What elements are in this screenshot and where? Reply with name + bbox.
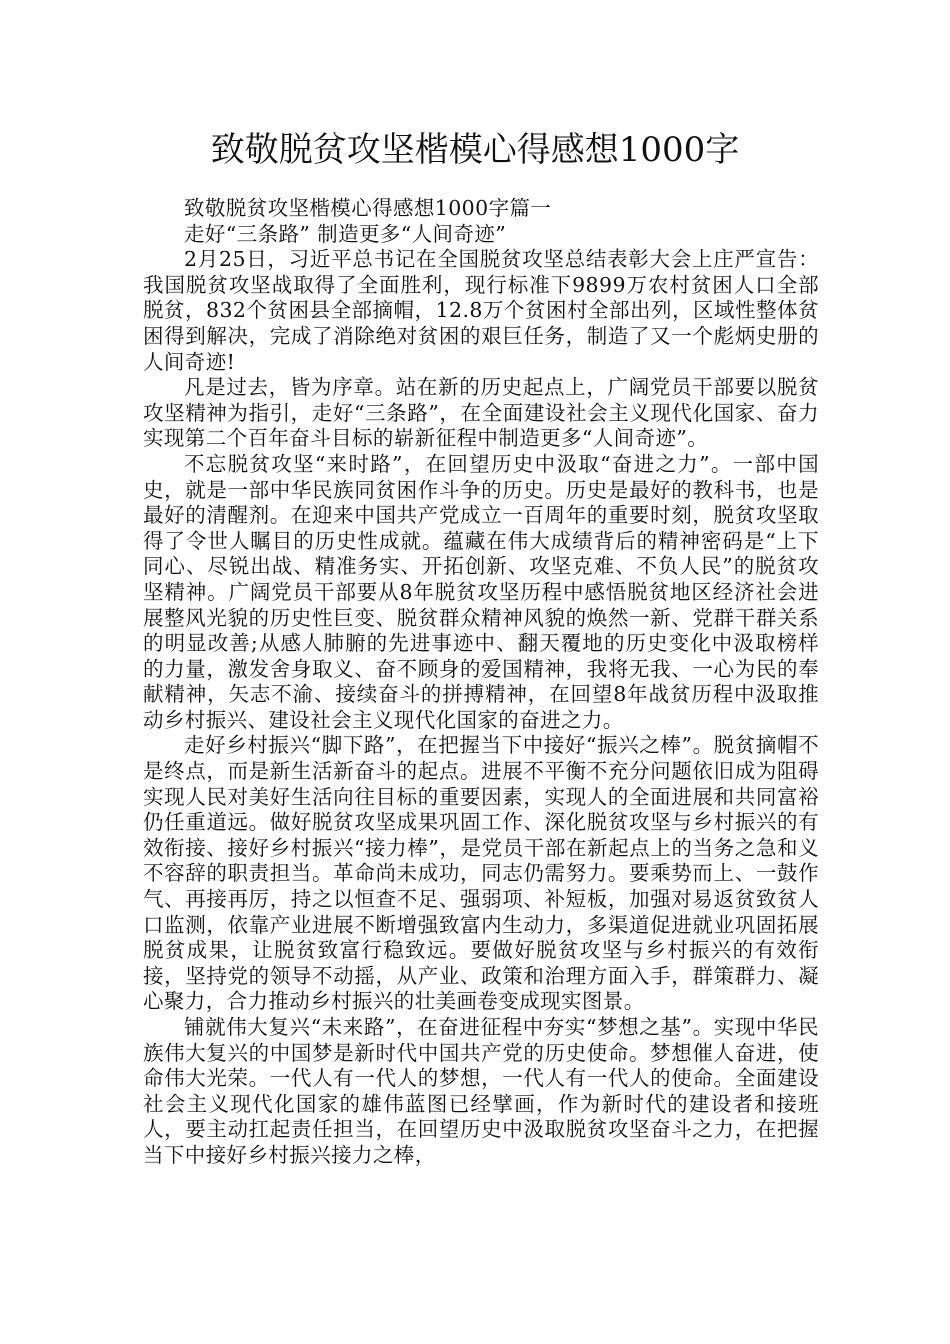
paragraph: 走好乡村振兴“脚下路”，在把握当下中接好“振兴之棒”。脱贫摘帽不是终点，而是新生活新奋斗的起点。进展不平衡不充分问题依旧成为阻碍实现人民对美好生活向往目标的重要因素，实现人的全面进展和共同富裕仍任重道远。做好脱贫攻坚成果巩固工作、深化脱贫攻坚与乡村振兴的有效衔接、接好乡村振兴“接力棒”，是党员干部在新起点上的当务之急和义不容辞的职责担当。革命尚未成功，同志仍需努力。要乘势而上、一鼓作气、再接再厉，持之以恒查不足、强弱项、补短板，加强对易返贫致贫人口监测，依靠产业进展不断增强致富内生动力，多渠道促进就业巩固拓展脱贫成果，让脱贫致富行稳致远。要做好脱贫攻坚与乡村振兴的有效衔接，坚持党的领导不动摇，从产业、政策和治理方面入手，群策群力、凝心聚力，合力推动乡村振兴的壮美画卷变成现实图景。 <box>143 733 819 1014</box>
document-body <box>143 196 819 1169</box>
paragraph: 凡是过去，皆为序章。站在新的历史起点上，广阔党员干部要以脱贫攻坚精神为指引，走好“三条路”，在全面建设社会主义现代化国家、奋力实现第二个百年奋斗目标的崭新征程中制造更多“人间奇迹”。 <box>143 375 819 451</box>
document-title: 致敬脱贫攻坚楷模心得感想1000字 <box>210 130 740 170</box>
subheading: 致敬脱贫攻坚楷模心得感想1000字篇一 <box>184 196 552 220</box>
paragraph: 不忘脱贫攻坚“来时路”，在回望历史中汲取“奋进之力”。一部中国史，就是一部中华民族同贫困作斗争的历史。历史是最好的教科书，也是最好的清醒剂。在迎来中国共产党成立一百周年的重要时刻，脱贫攻坚取得了令世人瞩目的历史性成就。蕴藏在伟大成绩背后的精神密码是“上下同心、尽锐出战、精准务实、开拓创新、攻坚克难、不负人民”的脱贫攻坚精神。广阔党员干部要从8年脱贫攻坚历程中感悟脱贫地区经济社会进展整风光貌的历史性巨变、脱贫群众精神风貌的焕然一新、党群干群关系的明显改善;从感人肺腑的先进事迹中、翻天覆地的历史变化中汲取榜样的力量，激发舍身取义、奋不顾身的爱国精神，我将无我、一心为民的奉献精神，矢志不渝、接续奋斗的拼搏精神，在回望8年战贫历程中汲取推动乡村振兴、建设社会主义现代化国家的奋进之力。 <box>143 451 819 732</box>
article-title: 走好“三条路” 制造更多“人间奇迹” <box>184 221 507 246</box>
paragraph: 2月25日，习近平总书记在全国脱贫攻坚总结表彰大会上庄严宣告：我国脱贫攻坚战取得了全面胜利，现行标准下9899万农村贫困人口全部脱贫，832个贫困县全部摘帽，12.8万个贫困村全部出列，区域性整体贫困得到解决，完成了消除绝对贫困的艰巨任务，制造了又一个彪炳史册的人间奇迹! <box>143 247 819 374</box>
paragraph: 铺就伟大复兴“未来路”，在奋进征程中夯实“梦想之基”。实现中华民族伟大复兴的中国梦是新时代中国共产党的历史使命。梦想催人奋进，使命伟大光荣。一代人有一代人的梦想，一代人有一代人的使命。全面建设社会主义现代化国家的雄伟蓝图已经擘画，作为新时代的建设者和接班人，要主动扛起责任担当，在回望历史中汲取脱贫攻坚奋斗之力，在把握当下中接好乡村振兴接力之棒， <box>143 1015 819 1167</box>
